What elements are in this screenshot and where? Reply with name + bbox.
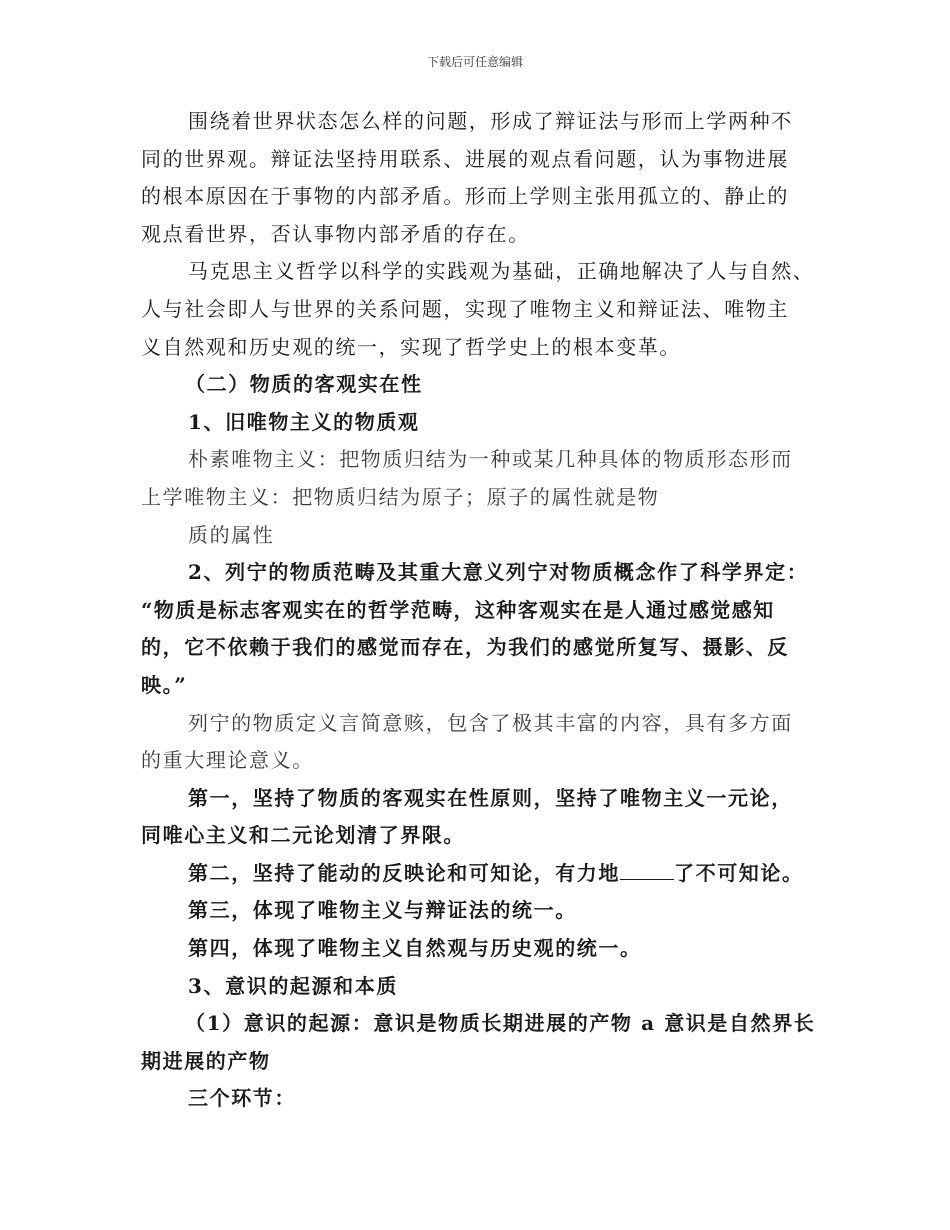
paragraph-line: 的重大理论意义。 bbox=[141, 748, 314, 773]
section-heading: （二）物质的客观实在性 bbox=[185, 372, 423, 397]
paragraph-line: 第一，坚持了物质的客观实在性原则，坚持了唯物主义一元论， bbox=[188, 785, 793, 810]
text-after-blank: 了不可知论。 bbox=[674, 860, 804, 885]
paragraph-line bbox=[141, 855, 821, 893]
paragraph-line: 围绕着世界状态怎么样的问题，形成了辩证法与形而上学两种不 bbox=[188, 109, 793, 133]
paragraph-line: 同的世界观。辩证法坚持用联系、进展的观点看问题，认为事物进展 bbox=[141, 146, 789, 171]
paragraph-line: “物质是标志客观实在的哲学范畴，这种客观实在是人通过感觉感知 bbox=[141, 597, 775, 622]
paragraph-line: （1）意识的起源：意识是物质长期进展的产物 a 意识是自然界长 bbox=[185, 1011, 816, 1036]
document-body bbox=[141, 103, 821, 1118]
paragraph-line: 人与社会即人与世界的关系问题，实现了唯物主义和辩证法、唯物主 bbox=[141, 296, 789, 321]
paragraph-line: 列宁的物质定义言简意赅，包含了极其丰富的内容，具有多方面 bbox=[188, 710, 793, 735]
subsection-heading: 3、意识的起源和本质 bbox=[188, 973, 398, 998]
subsection-heading: 1、旧唯物主义的物质观 bbox=[188, 409, 420, 434]
paragraph-line: 义自然观和历史观的统一，实现了哲学史上的根本变革。 bbox=[141, 334, 681, 359]
paragraph-line: 第四，体现了唯物主义自然观与历史观的统一。 bbox=[188, 936, 642, 961]
paragraph-line: 质的属性 bbox=[188, 522, 275, 547]
paragraph-line: 朴素唯物主义：把物质归结为一种或某几种具体的物质形态形而 bbox=[188, 447, 793, 472]
page-header: 下载后可任意编辑 bbox=[426, 55, 523, 69]
paragraph-line: 上学唯物主义：把物质归结为原子；原子的属性就是物 bbox=[141, 484, 660, 509]
paragraph-line: 的，它不依赖于我们的感觉而存在，为我们的感觉所复写、摄影、反 bbox=[141, 635, 789, 660]
paragraph-line: 马克思主义哲学以科学的实践观为基础，正确地解决了人与自然、 bbox=[188, 259, 815, 284]
paragraph-line: 第三，体现了唯物主义与辩证法的统一。 bbox=[188, 898, 577, 923]
paragraph-line: 映。” bbox=[141, 672, 188, 697]
fill-in-blank bbox=[620, 861, 674, 880]
paragraph-line: 2、列宁的物质范畴及其重大意义列宁对物质概念作了科学界定： bbox=[188, 560, 809, 585]
paragraph-line: 同唯心主义和二元论划清了界限。 bbox=[141, 823, 465, 848]
paragraph-line: 的根本原因在于事物的内部矛盾。形而上学则主张用孤立的、静止的 bbox=[141, 184, 789, 209]
paragraph-line: 观点看世界，否认事物内部矛盾的存在。 bbox=[141, 221, 530, 246]
text-before-blank: 第二，坚持了能动的反映论和可知论，有力地 bbox=[188, 860, 620, 885]
paragraph-line: 三个环节： bbox=[188, 1086, 296, 1111]
paragraph-line: 期进展的产物 bbox=[141, 1048, 271, 1073]
